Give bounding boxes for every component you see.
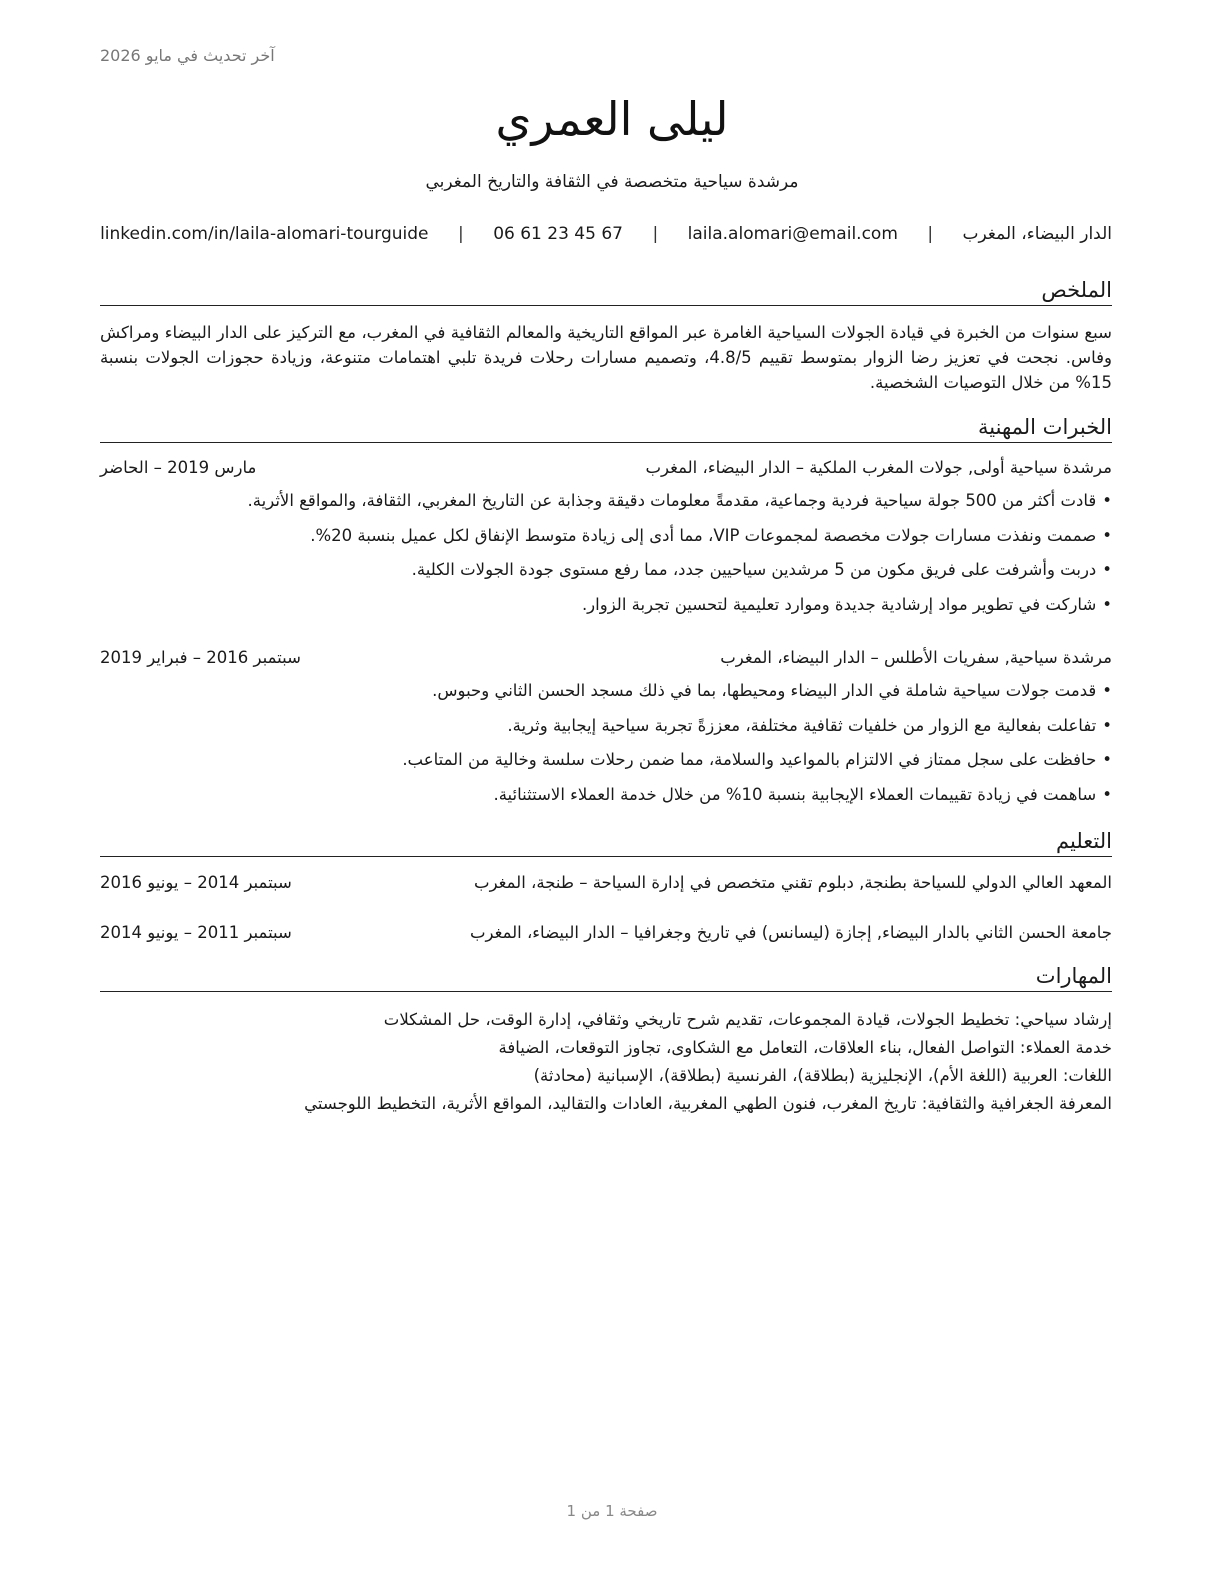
- list-item: •صممت ونفذت مسارات جولات مخصصة لمجموعات VIP، مما أدى إلى زيادة متوسط الإنفاق لكل عميل بنسبة 20%.: [310, 525, 1112, 545]
- skills-list: [100, 1008, 1112, 1120]
- job-dates: مارس 2019 – الحاضر: [100, 458, 257, 477]
- job-subtitle: مرشدة سياحية متخصصة في الثقافة والتاريخ المغربي: [425, 172, 799, 192]
- education-text: جامعة الحسن الثاني بالدار البيضاء, إجازة (ليسانس) في تاريخ وجغرافيا – الدار البيضاء، المغرب: [469, 923, 1112, 942]
- person-name: ليلى العمري: [495, 92, 729, 146]
- contact-separator: |: [927, 224, 934, 244]
- list-item: •شاركت في تطوير مواد إرشادية جديدة وموارد تعليمية لتحسين تجربة الزوار.: [581, 594, 1112, 614]
- experience-heading: الخبرات المهنية: [100, 414, 1112, 443]
- list-item: •دربت وأشرفت على فريق مكون من 5 مرشدين سياحيين جدد، مما رفع مستوى جودة الجولات الكلية.: [411, 560, 1112, 579]
- phone-number[interactable]: 06 61 23 45 67: [493, 224, 623, 244]
- education-dates: سبتمبر 2011 – يونيو 2014: [100, 923, 292, 942]
- skill-line: خدمة العملاء: التواصل الفعال، بناء العلاقات، التعامل مع الشكاوى، تجاوز التوقعات، الضيافة: [498, 1038, 1112, 1057]
- skills-heading: المهارات: [100, 963, 1112, 992]
- education-heading: التعليم: [100, 828, 1112, 857]
- list-item: •تفاعلت بفعالية مع الزوار من خلفيات ثقافية مختلفة، معززةً تجربة سياحية إيجابية وثرية.: [507, 715, 1112, 735]
- education-item: [100, 873, 1112, 892]
- summary-text: سبع سنوات من الخبرة في قيادة الجولات السياحية الغامرة عبر المواقع التاريخية والمعالم الثقافية في المغرب، مع التركيز على الدار البيضاء ومراكش وفاس. نجحت في تعزيز رضا الزوار بمتوسط تقييم 4.8/5، وتصميم مسارات رحلات فريدة تلبي اهتمامات متنوعة، وزيادة حجوزات الجولات بنسبة 15% من خلال التوصيات الشخصية.: [100, 323, 1113, 392]
- last-updated: آخر تحديث في مايو 2026: [100, 46, 275, 65]
- list-item: •قادت أكثر من 500 جولة سياحية فردية وجماعية، مقدمةً معلومات دقيقة وجذابة عن التاريخ المغربي، الثقافة، والمواقع الأثرية.: [247, 491, 1112, 510]
- job-title: مرشدة سياحية, سفريات الأطلس – الدار البيضاء، المغرب: [720, 648, 1112, 667]
- skill-line: اللغات: العربية (اللغة الأم)، الإنجليزية (بطلاقة)، الفرنسية (بطلاقة)، الإسبانية (محادثة): [533, 1066, 1112, 1085]
- job-bullets: [100, 490, 1112, 628]
- location: الدار البيضاء، المغرب: [962, 224, 1112, 244]
- list-item: •ساهمت في زيادة تقييمات العملاء الإيجابية بنسبة 10% من خلال خدمة العملاء الاستثنائية.: [493, 784, 1112, 804]
- job-title: مرشدة سياحية أولى, جولات المغرب الملكية – الدار البيضاء، المغرب: [645, 458, 1112, 477]
- list-item: •قدمت جولات سياحية شاملة في الدار البيضاء ومحيطها، بما في ذلك مسجد الحسن الثاني وحبوس.: [432, 681, 1112, 700]
- page-number: صفحة 1 من 1: [566, 1502, 658, 1520]
- skill-line: إرشاد سياحي: تخطيط الجولات، قيادة المجموعات، تقديم شرح تاريخي وثقافي، إدارة الوقت، حل المشكلات: [383, 1010, 1112, 1029]
- contact-separator: |: [652, 224, 659, 244]
- email-link[interactable]: laila.alomari@email.com: [687, 224, 898, 244]
- skill-line: المعرفة الجغرافية والثقافية: تاريخ المغرب، فنون الطهي المغربية، العادات والتقاليد، المواقع الأثرية، التخطيط اللوجستي: [304, 1094, 1112, 1113]
- summary-heading: الملخص: [100, 277, 1112, 306]
- contact-separator: |: [457, 224, 464, 244]
- job-header: [100, 458, 1112, 477]
- job-bullets: [100, 680, 1112, 818]
- job-dates: سبتمبر 2016 – فبراير 2019: [100, 648, 301, 667]
- education-text: المعهد العالي الدولي للسياحة بطنجة, دبلوم تقني متخصص في إدارة السياحة – طنجة، المغرب: [474, 873, 1112, 892]
- education-item: [100, 923, 1112, 942]
- linkedin-link[interactable]: linkedin.com/in/laila-alomari-tourguide: [100, 224, 429, 244]
- job-header: [100, 648, 1112, 667]
- list-item: •حافظت على سجل ممتاز في الالتزام بالمواعيد والسلامة، مما ضمن رحلات سلسة وخالية من المتاعب.: [402, 750, 1112, 769]
- education-dates: سبتمبر 2014 – يونيو 2016: [100, 873, 292, 892]
- contact-line: [100, 224, 1112, 244]
